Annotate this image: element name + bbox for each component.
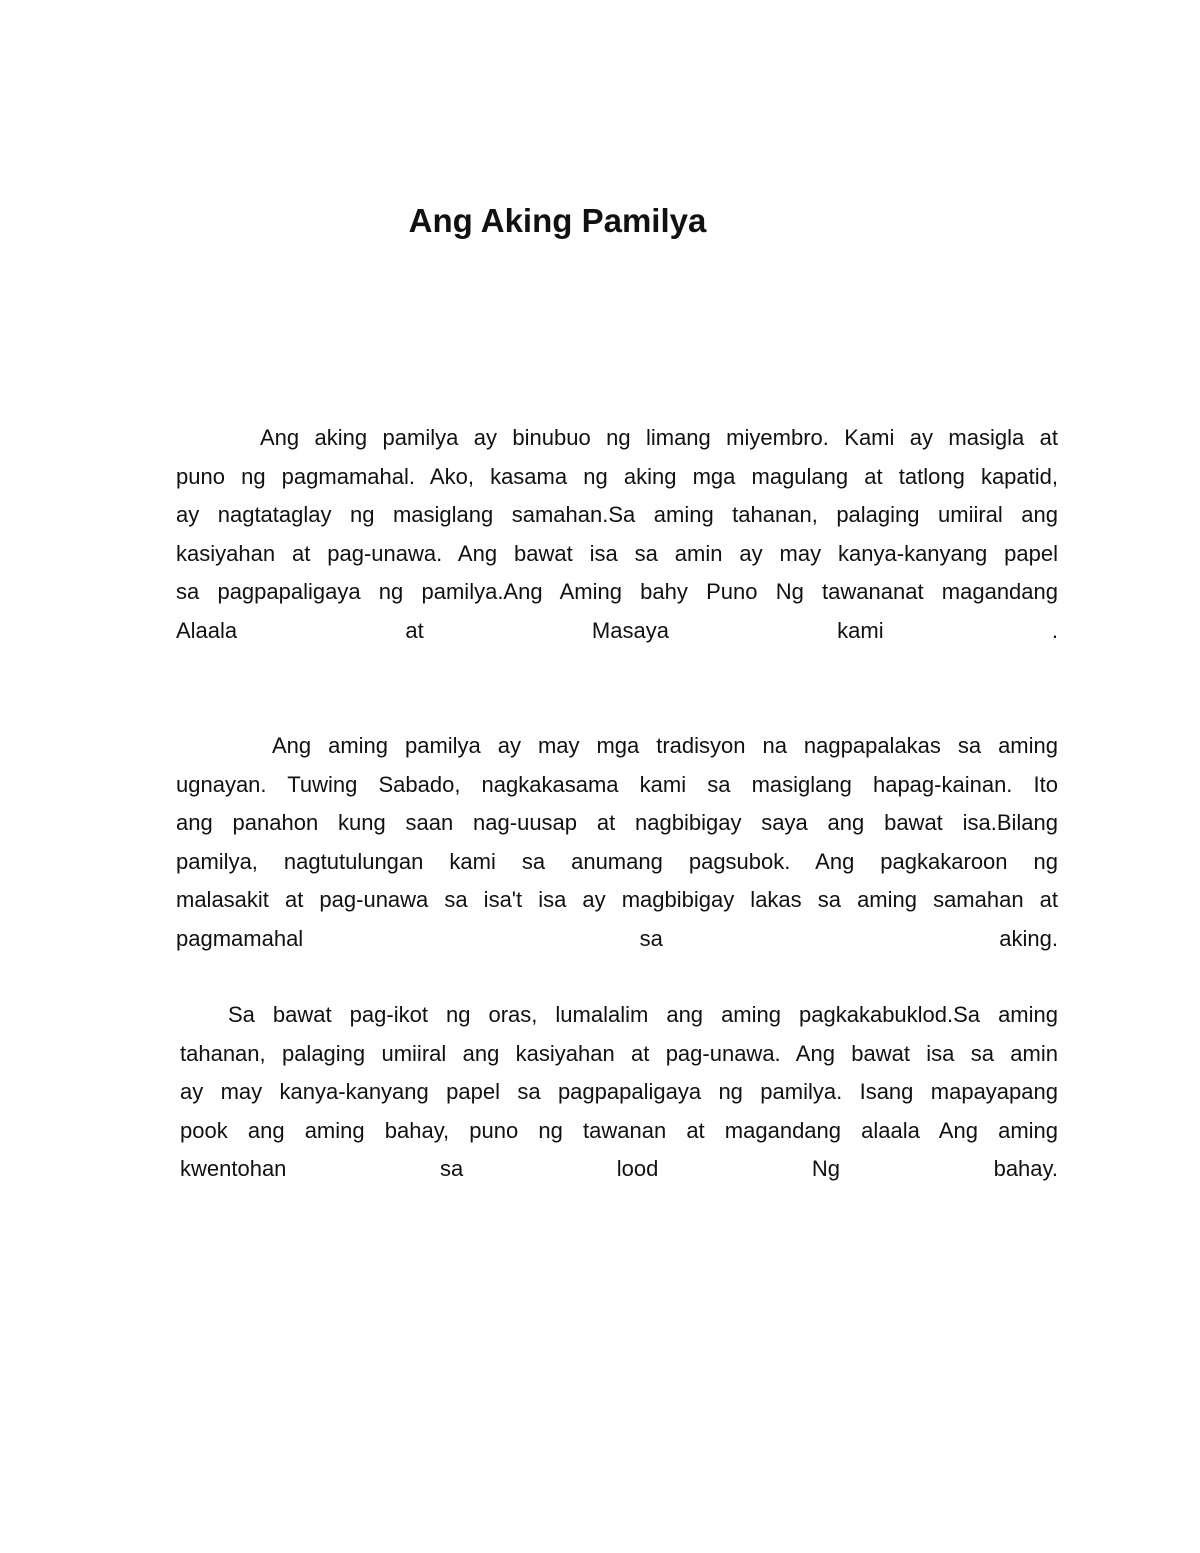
paragraph-line [176, 1035, 1058, 1074]
word: kami [837, 617, 884, 643]
word: sa [439, 1156, 464, 1181]
line-text: ang panahon kung saan nag-uusap at nagbibigay saya ang bawat isa.Bilang [176, 810, 1058, 835]
paragraph-3 [176, 996, 1058, 1189]
word: . [1051, 617, 1058, 643]
paragraph-line [176, 419, 1058, 458]
line-text: ay may kanya-kanyang papel sa pagpapaligaya ng pamilya. Isang mapayapang [180, 1079, 1058, 1104]
paragraph-2 [176, 727, 1058, 958]
word: lood [616, 1156, 659, 1181]
paragraph-last-line [176, 920, 1058, 959]
line-text: kasiyahan at pag-unawa. Ang bawat isa sa amin ay may kanya-kanyang papel [176, 540, 1058, 566]
word: Masaya [591, 617, 669, 643]
word: sa [639, 925, 663, 951]
line-text: Ang aming pamilya ay may mga tradisyon na nagpapalakas sa aming [272, 733, 1058, 758]
line-text: ay nagtataglay ng masiglang samahan.Sa aming tahanan, palaging umiiral ang [176, 502, 1058, 527]
paragraph-line [176, 496, 1058, 535]
line-text: pook ang aming bahay, puno ng tawanan at magandang alaala Ang aming [180, 1117, 1058, 1143]
document-title: Ang Aking Pamilya [408, 202, 707, 239]
line-text: tahanan, palaging umiiral ang kasiyahan at pag-unawa. Ang bawat isa sa amin [180, 1040, 1058, 1066]
word: Ng [811, 1156, 841, 1181]
paragraph-line [176, 766, 1058, 805]
line-text: Ang aking pamilya ay binubuo ng limang miyembro. Kami ay masigla at [260, 425, 1058, 450]
line-text: ugnayan. Tuwing Sabado, nagkakasama kami sa masiglang hapag-kainan. Ito [176, 771, 1058, 797]
paragraph-last-line [176, 1150, 1058, 1189]
word: pagmamahal [176, 925, 304, 951]
paragraph-line [176, 1112, 1058, 1151]
paragraph-line [176, 1073, 1058, 1112]
word: Alaala [176, 617, 238, 643]
word: kwentohan [180, 1156, 287, 1181]
paragraph-line [176, 804, 1058, 843]
word: at [405, 617, 424, 643]
paragraph-1 [176, 419, 1058, 650]
line-text: sa pagpapaligaya ng pamilya.Ang Aming bahy Puno Ng tawananat magandang [176, 579, 1058, 604]
paragraph-line [176, 996, 1058, 1035]
paragraph-line [176, 727, 1058, 766]
line-text: malasakit at pag-unawa sa isa't isa ay magbibigay lakas sa aming samahan at [176, 887, 1058, 912]
paragraph-line [176, 458, 1058, 497]
line-text: pamilya, nagtutulungan kami sa anumang pagsubok. Ang pagkakaroon ng [176, 848, 1058, 874]
paragraph-line [176, 573, 1058, 612]
line-text: puno ng pagmamahal. Ako, kasama ng aking mga magulang at tatlong kapatid, [176, 463, 1058, 489]
paragraph-last-line [176, 612, 1058, 651]
paragraph-line [176, 535, 1058, 574]
line-text: Sa bawat pag-ikot ng oras, lumalalim ang aming pagkakabuklod.Sa aming [228, 1002, 1058, 1027]
word: aking. [999, 925, 1058, 951]
word: bahay. [993, 1156, 1058, 1181]
paragraph-line [176, 843, 1058, 882]
paragraph-line [176, 881, 1058, 920]
